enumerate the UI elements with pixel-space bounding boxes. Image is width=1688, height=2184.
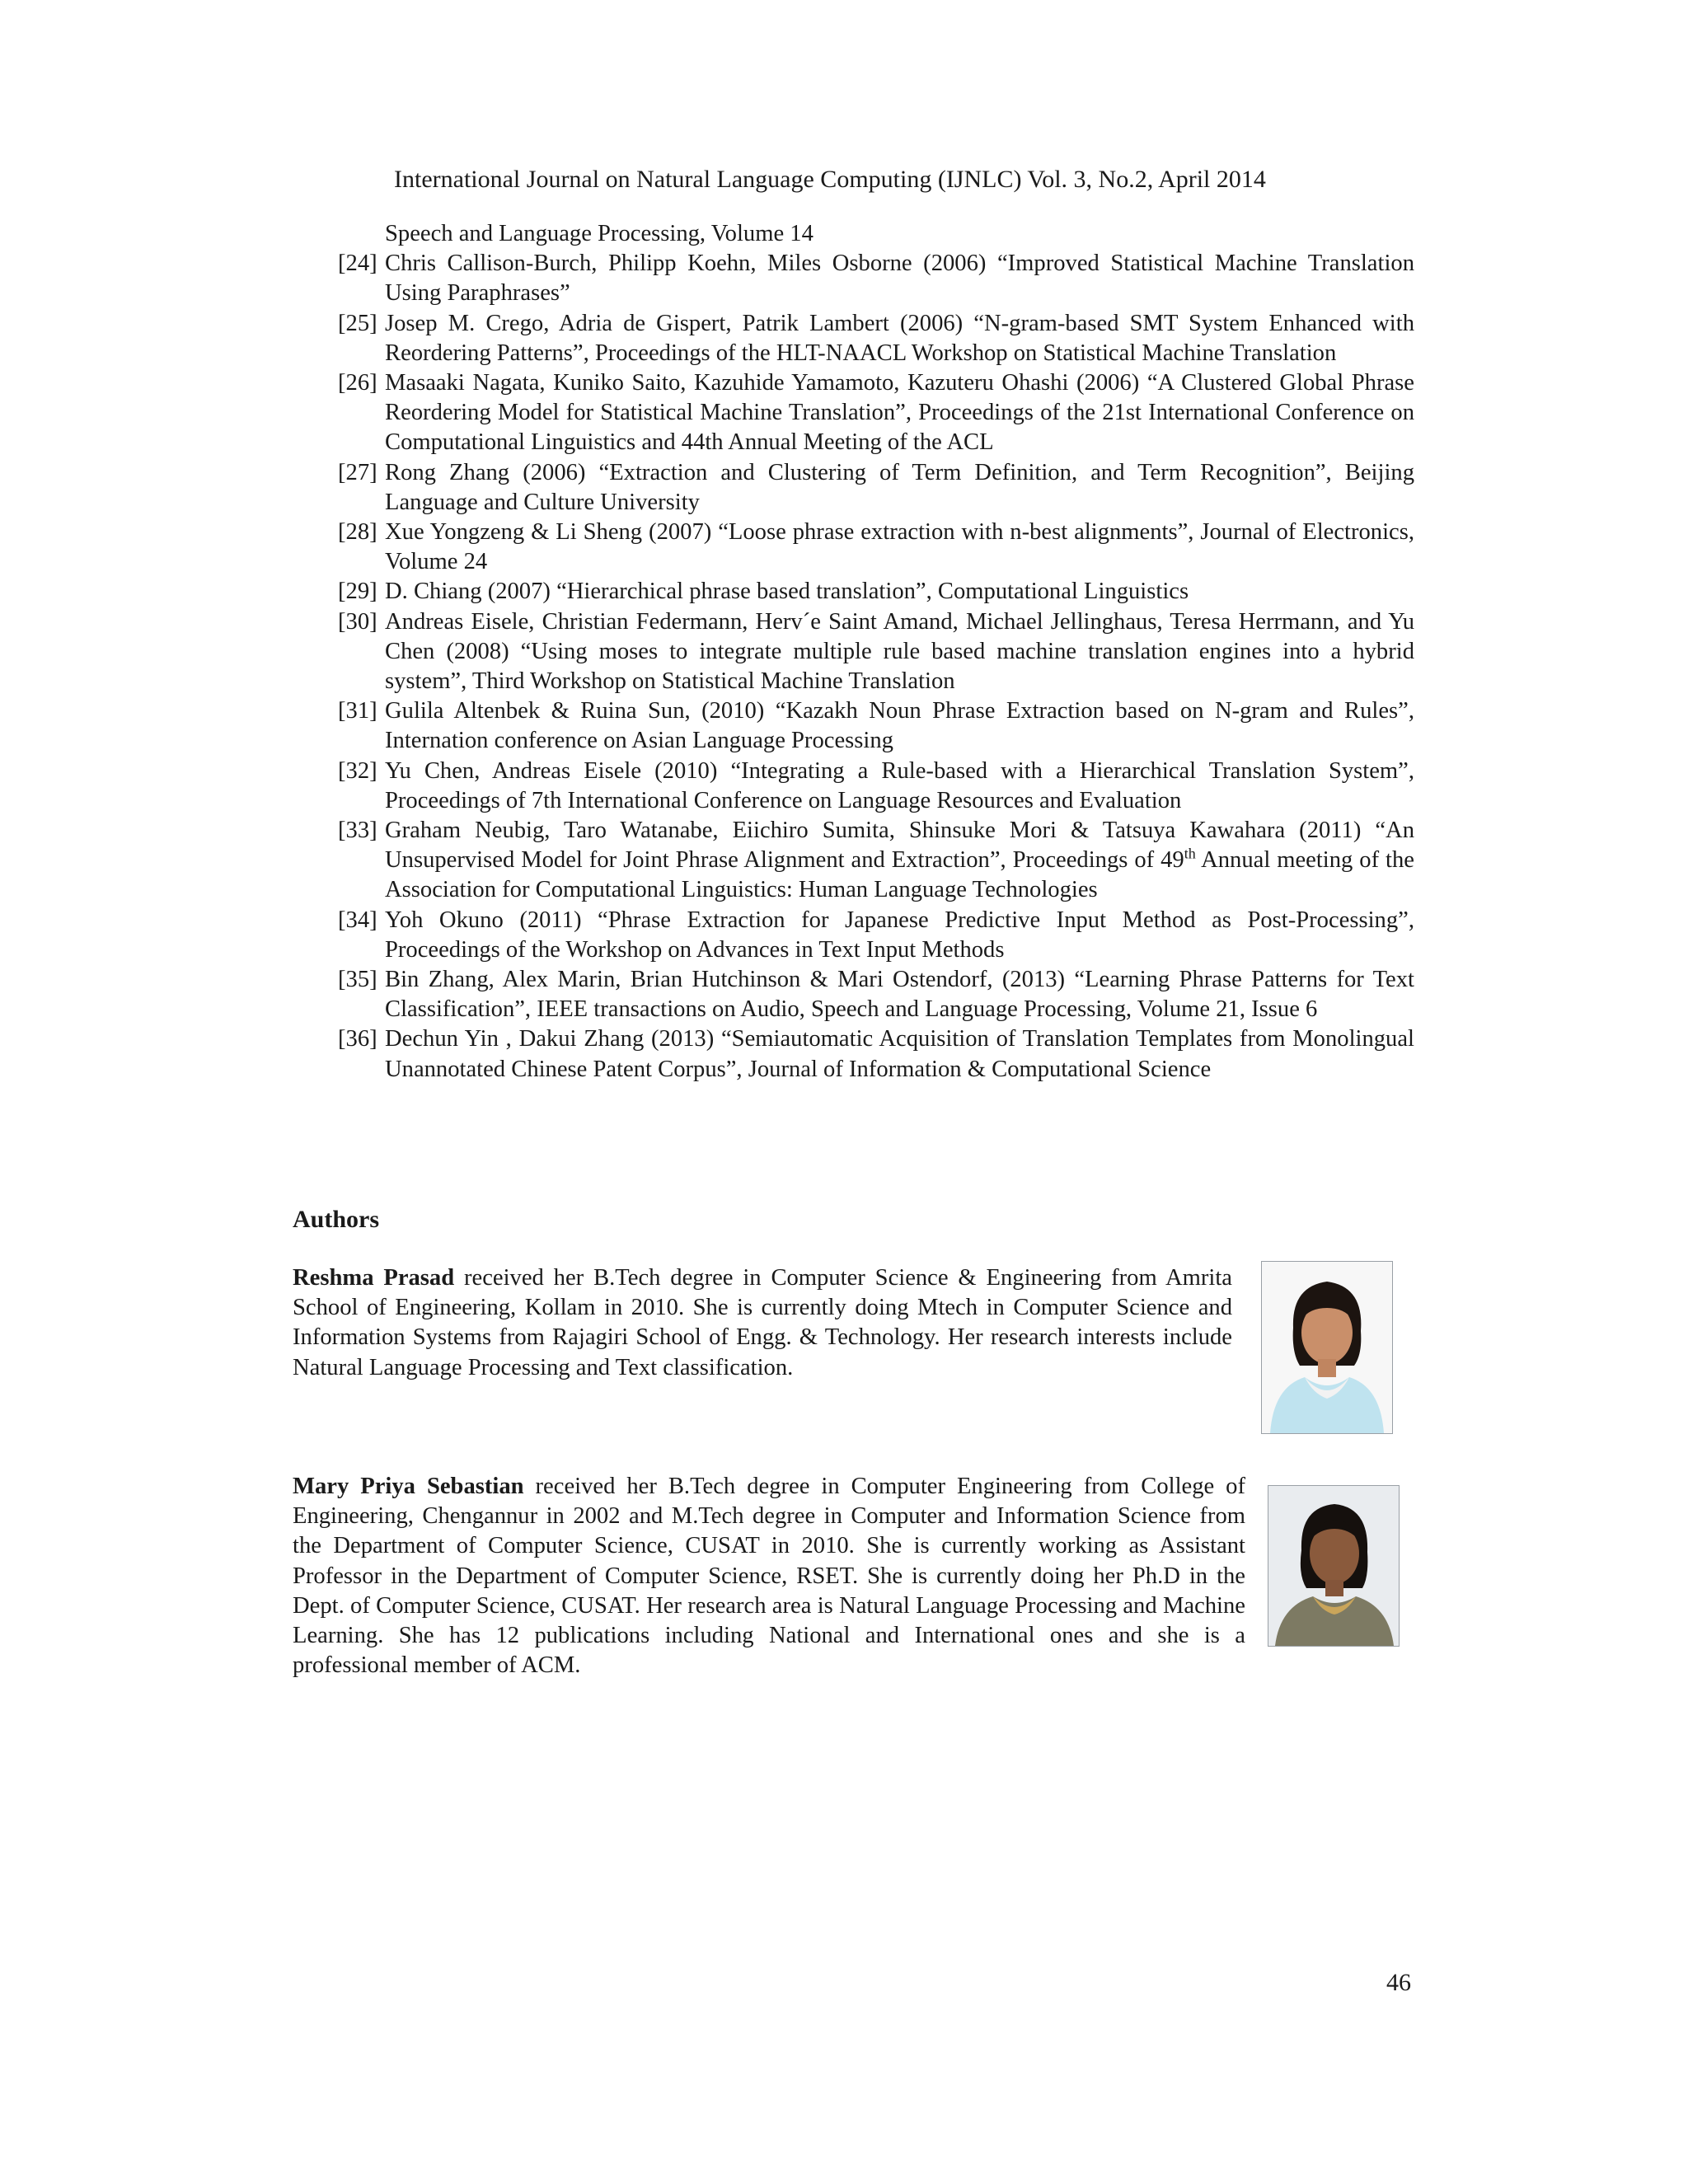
reference-text-part: Graham Neubig, Taro Watanabe, Eiichiro Sumita, Shinsuke Mori & Tatsuya Kawahara (2011) “An Unsupervised Model for Joint Phrase Alignment and Extraction”, Proceedings of 49 <box>385 818 1414 874</box>
reference-number: [33] <box>338 818 377 844</box>
reference-text: Rong Zhang (2006) “Extraction and Clustering of Term Definition, and Term Recognition”, Beijing Language and Culture University <box>385 459 1414 515</box>
reference-item <box>338 577 1414 607</box>
author-bio-text: received her B.Tech degree in Computer Science & Engineering from Amrita School of Engineering, Kollam in 2010. She is currently doing Mtech in Computer Science and Information Systems from Rajagiri School of Engg. & Technology. Her research interests include Natural Language Processing and Text classification. <box>293 1265 1232 1380</box>
reference-item <box>338 309 1414 368</box>
author-bio <box>293 1263 1232 1383</box>
reference-text: Josep M. Crego, Adria de Gispert, Patrik Lambert (2006) “N-gram-based SMT System Enhanced with Reordering Patterns”, Proceedings of the HLT-NAACL Workshop on Statistical Machine Translation <box>385 310 1414 366</box>
reference-number: [25] <box>338 310 377 336</box>
reference-text: Andreas Eisele, Christian Federmann, Herv´e Saint Amand, Michael Jellinghaus, Teresa Herrmann, and Yu Chen (2008) “Using moses to integrate multiple rule based machine translation engines into a hybrid system”, Third Workshop on Statistical Machine Translation <box>385 608 1414 695</box>
reference-item <box>338 607 1414 697</box>
authors-heading: Authors <box>293 1206 380 1233</box>
reference-text: Chris Callison-Burch, Philipp Koehn, Miles Osborne (2006) “Improved Statistical Machine Translation Using Paraphrases” <box>385 251 1414 307</box>
reference-item <box>338 1024 1414 1084</box>
author-photo <box>1268 1485 1400 1647</box>
reference-number: [29] <box>338 579 377 605</box>
ordinal-superscript: th <box>1184 845 1196 862</box>
reference-text: Bin Zhang, Alex Marin, Brian Hutchinson & Mari Ostendorf, (2013) “Learning Phrase Patterns for Text Classification”, IEEE transactions on Audio, Speech and Language Processing, Volume 21, Issue 6 <box>385 967 1414 1023</box>
author-name: Mary Priya Sebastian <box>293 1474 524 1499</box>
reference-item <box>338 816 1414 906</box>
reference-item <box>338 906 1414 965</box>
running-header: International Journal on Natural Language Computing (IJNLC) Vol. 3, No.2, April 2014 <box>394 166 1266 193</box>
reference-text: D. Chiang (2007) “Hierarchical phrase based translation”, Computational Linguistics <box>385 579 1189 605</box>
reference-number: [24] <box>338 251 377 277</box>
reference-item <box>338 965 1414 1024</box>
reference-number: [27] <box>338 459 377 485</box>
reference-text: Gulila Altenbek & Ruina Sun, (2010) “Kazakh Noun Phrase Extraction based on N-gram and Rules”, Internation conference on Asian Language Processing <box>385 698 1414 754</box>
reference-item <box>338 458 1414 518</box>
author-photo <box>1261 1261 1393 1434</box>
reference-number: [32] <box>338 757 377 784</box>
reference-text: Yu Chen, Andreas Eisele (2010) “Integrating a Rule-based with a Hierarchical Translation System”, Proceedings of 7th International Conference on Language Resources and Evaluation <box>385 757 1414 813</box>
reference-item <box>338 696 1414 756</box>
reference-number: [26] <box>338 370 377 396</box>
author-portrait-image <box>1262 1262 1392 1433</box>
author-bio-text: received her B.Tech degree in Computer Engineering from College of Engineering, Chengannur in 2002 and M.Tech degree in Computer and Information Science from the Department of Computer Science, CUSAT in 2010. She is currently working as Assistant Professor in the Department of Computer Science, RSET. She is currently doing her Ph.D in the Dept. of Computer Science, CUSAT. Her research area is Natural Language Processing and Machine Learning. She has 12 publications including National and International ones and she is a professional member of ACM. <box>293 1474 1246 1679</box>
reference-number: [30] <box>338 608 377 635</box>
reference-item <box>338 757 1414 816</box>
page-number: 46 <box>1386 1969 1411 1996</box>
author-portrait-image <box>1268 1486 1399 1646</box>
reference-list <box>338 219 1414 1085</box>
reference-text: Yoh Okuno (2011) “Phrase Extraction for Japanese Predictive Input Method as Post-Processing”, Proceedings of the Workshop on Advances in Text Input Methods <box>385 907 1414 963</box>
reference-text: Xue Yongzeng & Li Sheng (2007) “Loose phrase extraction with n-best alignments”, Journal of Electronics, Volume 24 <box>385 519 1414 575</box>
reference-number: [36] <box>338 1026 377 1052</box>
reference-text-part: Annual meeting of the Association for Computational Linguistics: Human Language Technologies <box>385 847 1414 903</box>
author-bio <box>293 1472 1245 1680</box>
reference-text: Masaaki Nagata, Kuniko Saito, Kazuhide Yamamoto, Kazuteru Ohashi (2006) “A Clustered Global Phrase Reordering Model for Statistical Machine Translation”, Proceedings of the 21st International Conference on Computational Linguistics and 44th Annual Meeting of the ACL <box>385 370 1414 456</box>
reference-text: Dechun Yin , Dakui Zhang (2013) “Semiautomatic Acquisition of Translation Templates from Monolingual Unannotated Chinese Patent Corpus”, Journal of Information & Computational Science <box>385 1026 1414 1082</box>
reference-item <box>338 518 1414 577</box>
author-name: Reshma Prasad <box>293 1265 455 1291</box>
reference-item <box>338 368 1414 458</box>
reference-number: [34] <box>338 907 377 933</box>
reference-text <box>385 816 1414 906</box>
reference-number: [31] <box>338 698 377 724</box>
reference-number: [35] <box>338 967 377 993</box>
reference-continuation: Speech and Language Processing, Volume 14 <box>385 221 814 246</box>
reference-number: [28] <box>338 519 377 546</box>
reference-item <box>338 249 1414 308</box>
